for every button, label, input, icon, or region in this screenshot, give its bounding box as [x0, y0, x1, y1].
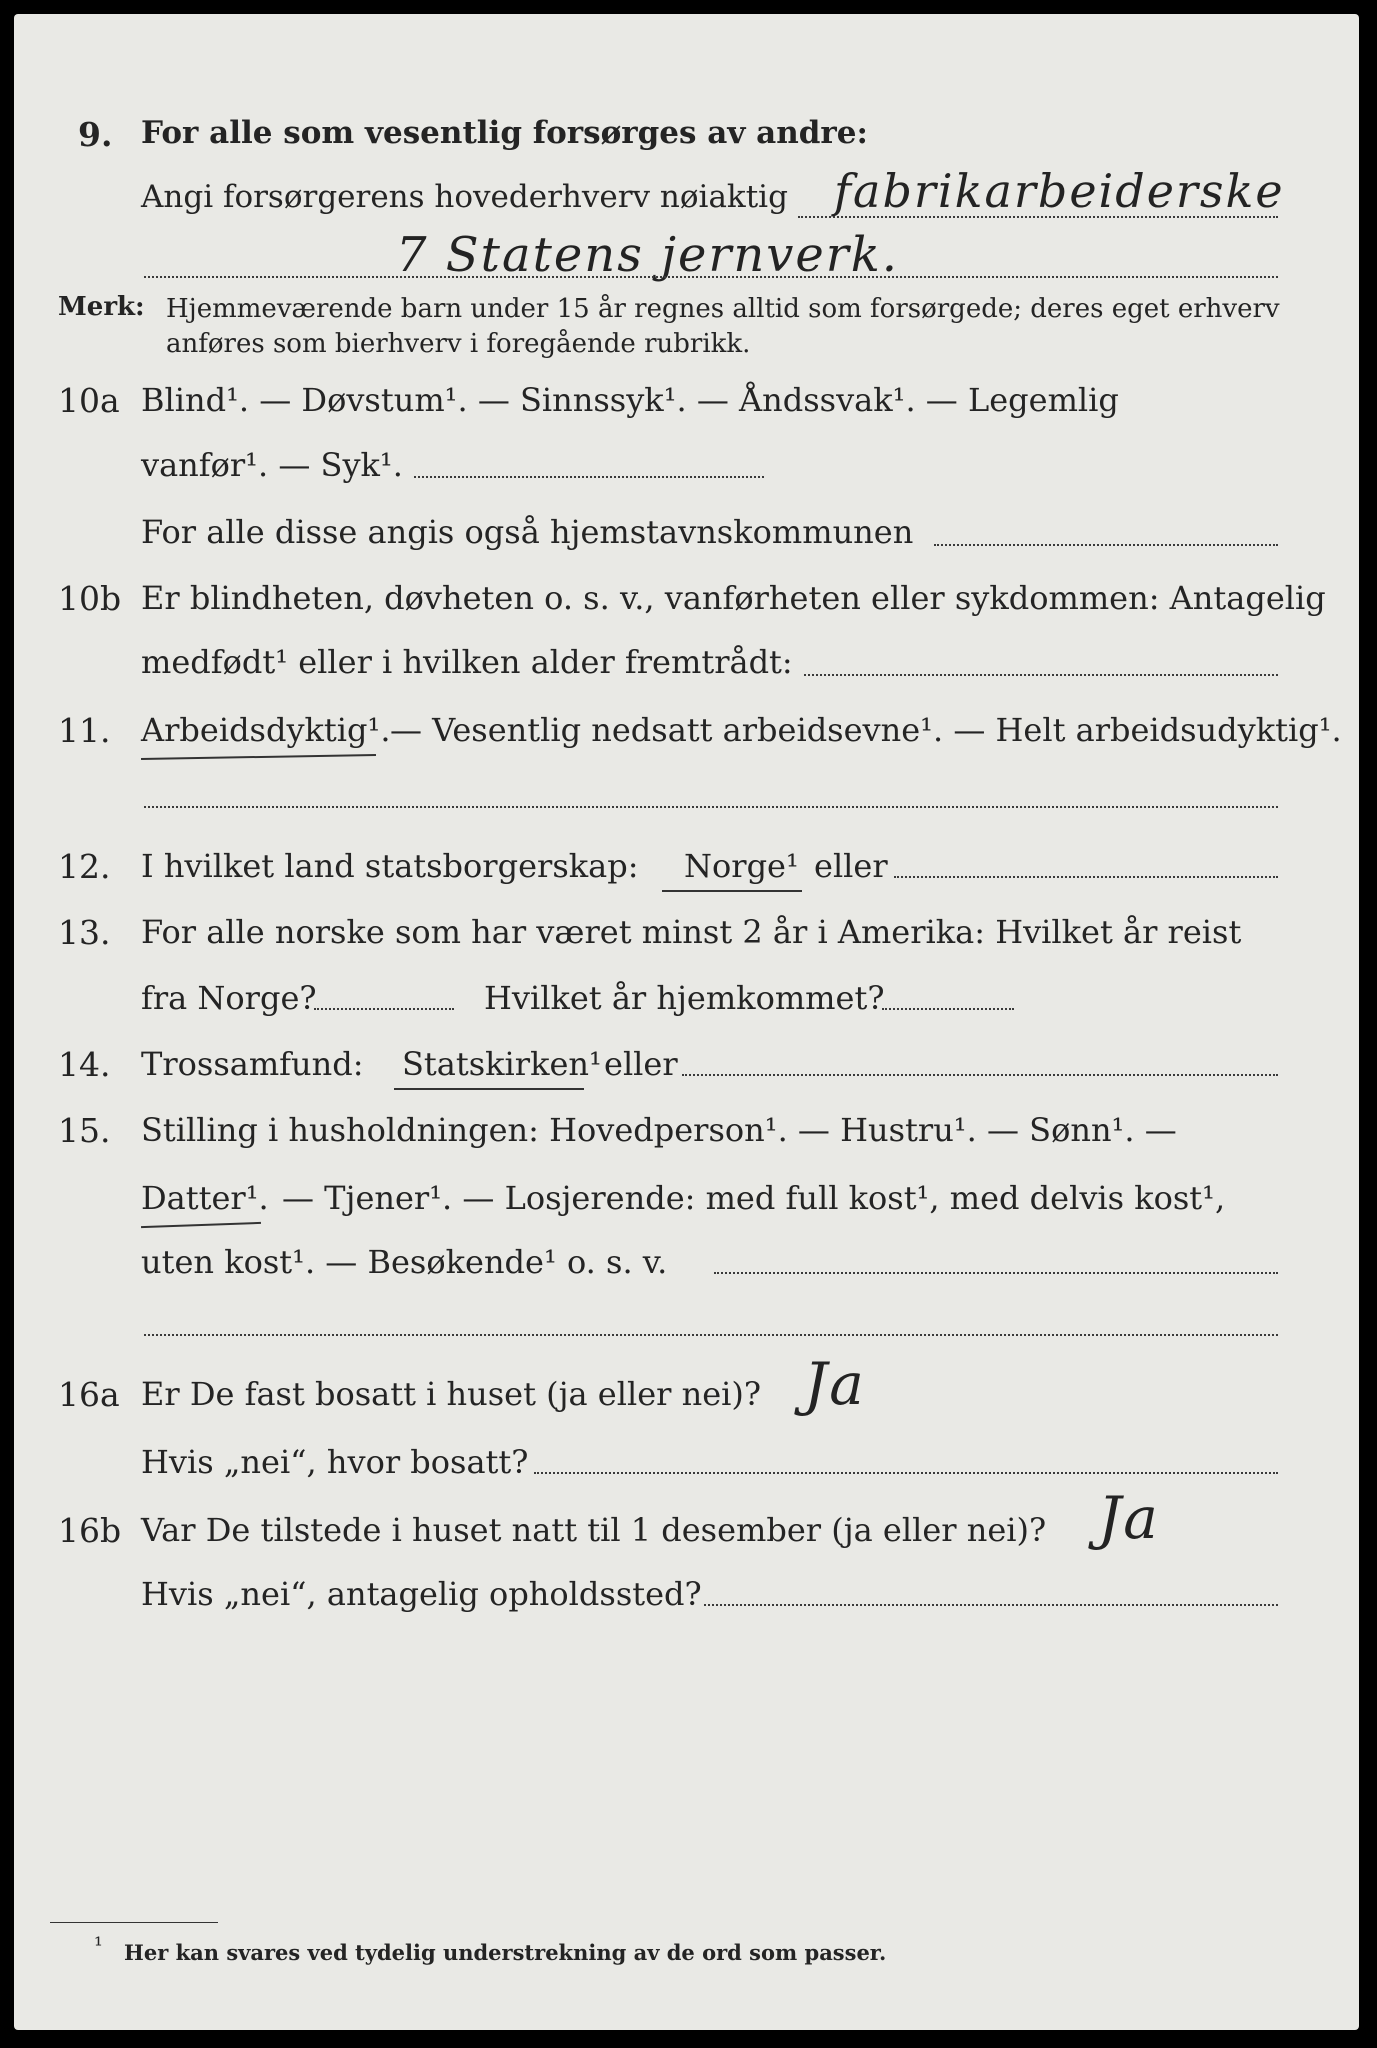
q15-line-1: Stilling i husholdningen: Hovedperson¹. — Hustru¹. — Sønn¹. — [141, 1111, 1177, 1149]
q10b-fill-line[interactable] [804, 674, 1278, 676]
q15-line-3: uten kost¹. — Besøkende¹ o. s. v. [141, 1243, 668, 1281]
q14-number: 14. [58, 1045, 111, 1084]
q10b-line-2: medfødt¹ eller i hvilken alder fremtrådt: [141, 643, 793, 681]
footnote-rule [50, 1922, 218, 1923]
q15-fill-line[interactable] [714, 1272, 1278, 1274]
merk-text-1: Hjemmeværende barn under 15 år regnes alltid som forsørgede; deres eget erhverv [166, 294, 1280, 324]
q13-line-1: For alle norske som har været minst 2 år i Amerika: Hvilket år reist [141, 913, 1242, 951]
q12-underline-mark [662, 890, 802, 892]
q15-option-datter[interactable]: Datter¹. [141, 1179, 269, 1217]
q15-fill-line-2[interactable] [144, 1334, 1278, 1336]
q16a-fill-line[interactable] [534, 1472, 1278, 1474]
merk-label: Merk: [58, 292, 145, 322]
q12-option-norge[interactable]: Norge¹ [684, 847, 799, 885]
q11-other-options: — Vesentlig nedsatt arbeidsevne¹. — Helt arbeidsudyktig¹. [390, 711, 1342, 749]
q16a-number: 16a [58, 1375, 120, 1414]
q13-number: 13. [58, 913, 111, 952]
q10b-line-1: Er blindheten, døvheten o. s. v., vanførheten eller sykdommen: Antagelig [141, 579, 1326, 617]
q14-fill-line[interactable] [682, 1074, 1278, 1076]
merk-text-2: anføres som bierhverv i foregående rubrikk. [166, 329, 751, 359]
q10a-line-1: Blind¹. — Døvstum¹. — Sinnssyk¹. — Åndssvak¹. — Legemlig [141, 381, 1119, 419]
q13-label-reist: fra Norge? [141, 979, 317, 1017]
q16a-label: Er De fast bosatt i huset (ja eller nei)? [141, 1375, 762, 1413]
q11-fill-line[interactable] [144, 806, 1278, 808]
q10a-number: 10a [58, 381, 120, 420]
q15-underline-mark [141, 1222, 261, 1228]
q16b-label: Var De tilstede i huset natt til 1 desember (ja eller nei)? [141, 1511, 1047, 1549]
q13-label-hjemkommet: Hvilket år hjemkommet? [484, 979, 885, 1017]
q12-fill-line[interactable] [894, 876, 1278, 878]
q9-heading: For alle som vesentlig forsørges av andre: [141, 115, 868, 151]
q10b-number: 10b [58, 579, 122, 618]
q11-number: 11. [58, 711, 111, 750]
q10a-hjemstavn-line[interactable] [934, 544, 1278, 546]
q9-answer-employer: 7 Statens jernverk. [396, 227, 900, 283]
q10a-line-3: For alle disse angis også hjemstavnskommunen [141, 513, 914, 551]
q14-underline-mark [394, 1088, 584, 1090]
q10a-line-2: vanfør¹. — Syk¹. [141, 446, 403, 484]
q13-hjemkommet-line[interactable] [882, 1008, 1014, 1010]
q16b-number: 16b [58, 1511, 122, 1550]
q16a-answer: Ja [804, 1350, 866, 1418]
q9-answer-occupation: fabrikarbeiderske [834, 164, 1285, 218]
q16b-label-2: Hvis „nei“, antagelig opholdssted? [141, 1575, 702, 1613]
q9-label: Angi forsørgerens hovederhverv nøiaktig [141, 179, 788, 215]
q14-tail: eller [604, 1045, 678, 1083]
q14-label: Trossamfund: [141, 1045, 364, 1083]
q16b-fill-line[interactable] [704, 1604, 1278, 1606]
footnote-text: Her kan svares ved tydelig understrekning av de ord som passer. [124, 1940, 887, 1965]
q14-option-statskirken[interactable]: Statskirken¹ [402, 1045, 602, 1083]
q12-label: I hvilket land statsborgerskap: [141, 847, 639, 885]
q9-number: 9. [78, 115, 113, 154]
q12-tail: eller [814, 847, 888, 885]
q11-underline-mark [141, 754, 376, 760]
q15-number: 15. [58, 1111, 111, 1150]
q9-fill-line-2[interactable] [144, 276, 1278, 278]
q13-reist-line[interactable] [314, 1008, 454, 1010]
form-page [14, 14, 1359, 2030]
footnote-mark: ¹ [94, 1934, 103, 1959]
q16a-label-2: Hvis „nei“, hvor bosatt? [141, 1443, 529, 1481]
q11-option-arbeidsdyktig[interactable]: Arbeidsdyktig¹. [141, 711, 391, 749]
q12-number: 12. [58, 847, 111, 886]
q16b-answer: Ja [1098, 1484, 1160, 1552]
q15-line-2: — Tjener¹. — Losjerende: med full kost¹, med delvis kost¹, [282, 1179, 1226, 1217]
q10a-fill-line[interactable] [414, 476, 764, 478]
